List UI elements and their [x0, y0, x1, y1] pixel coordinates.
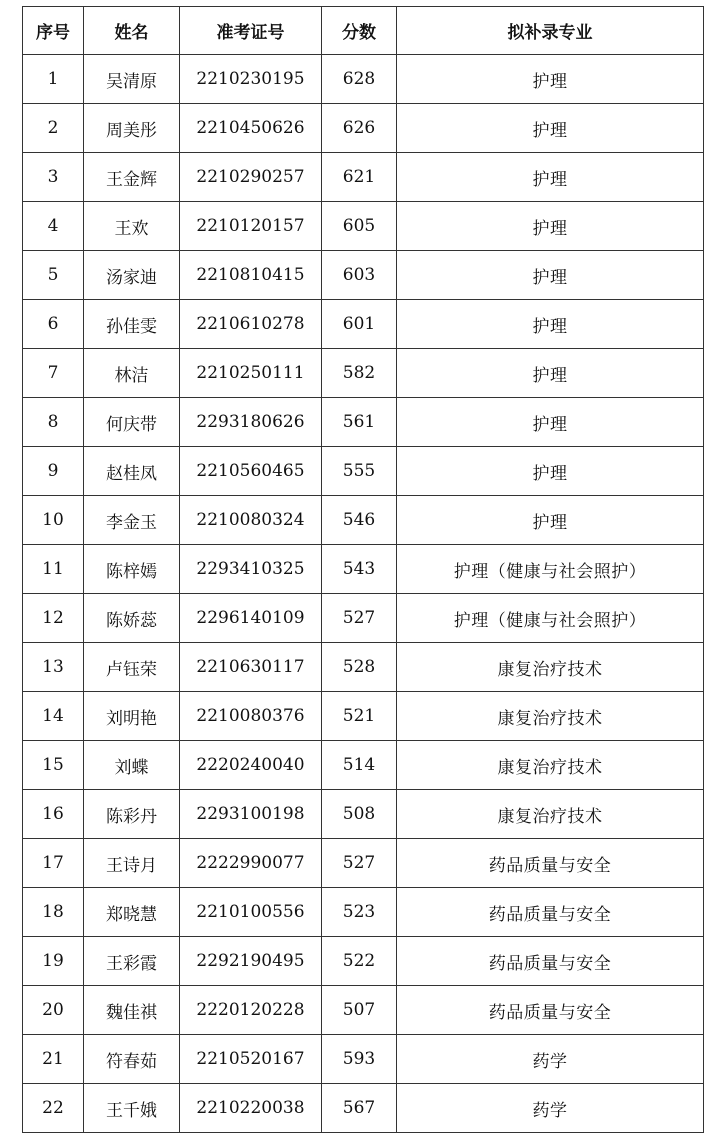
table-row: [23, 692, 704, 741]
cell-major: 药品质量与安全: [397, 937, 704, 986]
cell-index: 14: [23, 692, 84, 741]
cell-major: 护理: [397, 153, 704, 202]
cell-exam-id: 2210080376: [180, 692, 322, 741]
cell-name: 卢钰荣: [84, 643, 180, 692]
cell-score: 514: [322, 741, 397, 790]
cell-name: 王千娥: [84, 1084, 180, 1133]
cell-score: 605: [322, 202, 397, 251]
cell-exam-id: 2220120228: [180, 986, 322, 1035]
table-row: [23, 643, 704, 692]
table-row: [23, 790, 704, 839]
cell-index: 17: [23, 839, 84, 888]
cell-score: 555: [322, 447, 397, 496]
cell-index: 20: [23, 986, 84, 1035]
cell-major: 康复治疗技术: [397, 643, 704, 692]
cell-index: 4: [23, 202, 84, 251]
cell-major: 护理: [397, 251, 704, 300]
table-row: [23, 594, 704, 643]
cell-index: 19: [23, 937, 84, 986]
cell-name: 刘蝶: [84, 741, 180, 790]
header-row: [23, 7, 704, 55]
cell-major: 药学: [397, 1035, 704, 1084]
cell-major: 护理: [397, 104, 704, 153]
cell-index: 1: [23, 55, 84, 104]
table-row: [23, 153, 704, 202]
cell-index: 2: [23, 104, 84, 153]
cell-major: 护理（健康与社会照护）: [397, 594, 704, 643]
cell-index: 7: [23, 349, 84, 398]
table-row: [23, 300, 704, 349]
cell-score: 522: [322, 937, 397, 986]
cell-index: 22: [23, 1084, 84, 1133]
table-row: [23, 937, 704, 986]
cell-name: 汤家迪: [84, 251, 180, 300]
cell-exam-id: 2210250111: [180, 349, 322, 398]
cell-exam-id: 2293100198: [180, 790, 322, 839]
header-major: 拟补录专业: [397, 7, 704, 55]
cell-score: 528: [322, 643, 397, 692]
cell-name: 周美彤: [84, 104, 180, 153]
cell-exam-id: 2296140109: [180, 594, 322, 643]
header-name: 姓名: [84, 7, 180, 55]
cell-name: 王诗月: [84, 839, 180, 888]
table-body: [23, 55, 704, 1133]
cell-exam-id: 2210610278: [180, 300, 322, 349]
cell-index: 3: [23, 153, 84, 202]
cell-index: 16: [23, 790, 84, 839]
cell-score: 601: [322, 300, 397, 349]
cell-score: 507: [322, 986, 397, 1035]
cell-major: 康复治疗技术: [397, 692, 704, 741]
cell-major: 护理: [397, 447, 704, 496]
cell-exam-id: 2210810415: [180, 251, 322, 300]
cell-exam-id: 2293180626: [180, 398, 322, 447]
cell-index: 15: [23, 741, 84, 790]
cell-score: 523: [322, 888, 397, 937]
cell-name: 何庆带: [84, 398, 180, 447]
cell-score: 621: [322, 153, 397, 202]
cell-index: 10: [23, 496, 84, 545]
cell-exam-id: 2210290257: [180, 153, 322, 202]
cell-exam-id: 2222990077: [180, 839, 322, 888]
cell-score: 626: [322, 104, 397, 153]
table-row: [23, 496, 704, 545]
cell-major: 护理: [397, 202, 704, 251]
cell-major: 药学: [397, 1084, 704, 1133]
cell-index: 12: [23, 594, 84, 643]
cell-major: 药品质量与安全: [397, 839, 704, 888]
cell-index: 5: [23, 251, 84, 300]
cell-index: 6: [23, 300, 84, 349]
header-score: 分数: [322, 7, 397, 55]
cell-exam-id: 2210230195: [180, 55, 322, 104]
header-exam-id: 准考证号: [180, 7, 322, 55]
table-row: [23, 545, 704, 594]
cell-score: 603: [322, 251, 397, 300]
cell-name: 王彩霞: [84, 937, 180, 986]
cell-major: 药品质量与安全: [397, 986, 704, 1035]
header-index: 序号: [23, 7, 84, 55]
cell-exam-id: 2220240040: [180, 741, 322, 790]
cell-exam-id: 2293410325: [180, 545, 322, 594]
cell-name: 陈彩丹: [84, 790, 180, 839]
cell-name: 符春茹: [84, 1035, 180, 1084]
cell-exam-id: 2210080324: [180, 496, 322, 545]
cell-major: 康复治疗技术: [397, 741, 704, 790]
table-row: [23, 888, 704, 937]
cell-score: 543: [322, 545, 397, 594]
cell-score: 527: [322, 594, 397, 643]
cell-exam-id: 2210220038: [180, 1084, 322, 1133]
cell-name: 魏佳祺: [84, 986, 180, 1035]
table-row: [23, 349, 704, 398]
cell-major: 药品质量与安全: [397, 888, 704, 937]
cell-major: 护理: [397, 300, 704, 349]
cell-name: 陈梓嫣: [84, 545, 180, 594]
cell-exam-id: 2210520167: [180, 1035, 322, 1084]
cell-index: 18: [23, 888, 84, 937]
cell-exam-id: 2292190495: [180, 937, 322, 986]
table-row: [23, 1035, 704, 1084]
cell-exam-id: 2210450626: [180, 104, 322, 153]
cell-major: 护理: [397, 349, 704, 398]
table-row: [23, 398, 704, 447]
cell-major: 康复治疗技术: [397, 790, 704, 839]
cell-index: 8: [23, 398, 84, 447]
cell-exam-id: 2210120157: [180, 202, 322, 251]
cell-name: 王金辉: [84, 153, 180, 202]
cell-name: 郑晓慧: [84, 888, 180, 937]
cell-major: 护理: [397, 55, 704, 104]
table-row: [23, 55, 704, 104]
table-row: [23, 986, 704, 1035]
cell-name: 赵桂凤: [84, 447, 180, 496]
table-row: [23, 447, 704, 496]
cell-name: 吴清原: [84, 55, 180, 104]
cell-name: 刘明艳: [84, 692, 180, 741]
table-row: [23, 1084, 704, 1133]
table-row: [23, 202, 704, 251]
cell-major: 护理（健康与社会照护）: [397, 545, 704, 594]
cell-index: 13: [23, 643, 84, 692]
cell-name: 孙佳雯: [84, 300, 180, 349]
cell-score: 593: [322, 1035, 397, 1084]
cell-name: 李金玉: [84, 496, 180, 545]
cell-score: 527: [322, 839, 397, 888]
cell-name: 林洁: [84, 349, 180, 398]
cell-score: 508: [322, 790, 397, 839]
cell-exam-id: 2210560465: [180, 447, 322, 496]
table-row: [23, 839, 704, 888]
cell-exam-id: 2210630117: [180, 643, 322, 692]
table-row: [23, 104, 704, 153]
cell-score: 628: [322, 55, 397, 104]
cell-major: 护理: [397, 398, 704, 447]
cell-score: 567: [322, 1084, 397, 1133]
cell-index: 21: [23, 1035, 84, 1084]
cell-score: 561: [322, 398, 397, 447]
cell-score: 521: [322, 692, 397, 741]
cell-exam-id: 2210100556: [180, 888, 322, 937]
table-row: [23, 741, 704, 790]
cell-index: 11: [23, 545, 84, 594]
cell-major: 护理: [397, 496, 704, 545]
cell-index: 9: [23, 447, 84, 496]
admission-table: [22, 6, 704, 1133]
cell-score: 546: [322, 496, 397, 545]
cell-score: 582: [322, 349, 397, 398]
cell-name: 陈娇蕊: [84, 594, 180, 643]
cell-name: 王欢: [84, 202, 180, 251]
table-row: [23, 251, 704, 300]
